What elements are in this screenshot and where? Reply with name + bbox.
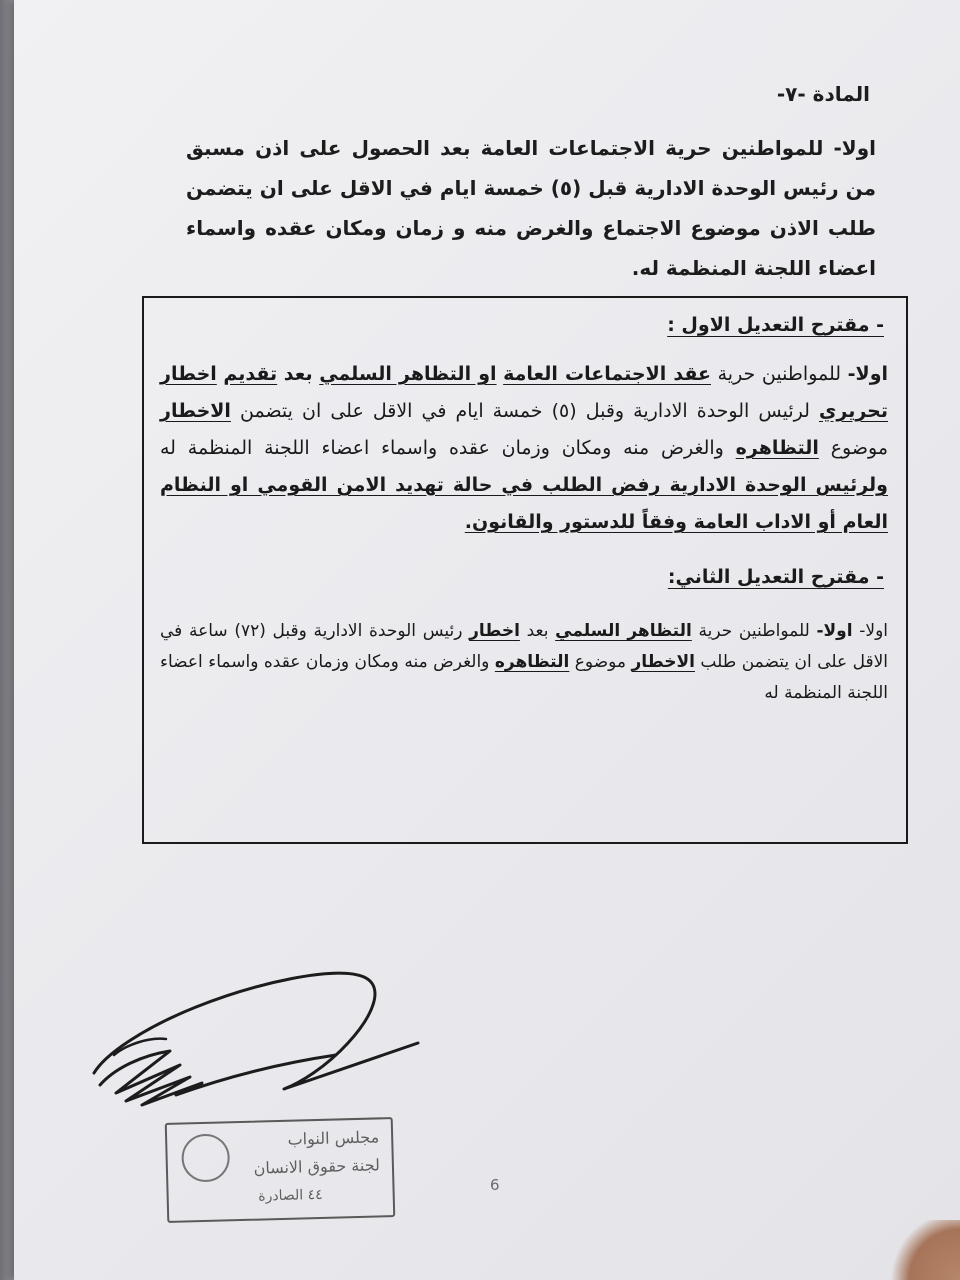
proposal-2-clause-number: اولا-: [859, 621, 889, 641]
article-heading: المادة -٧-: [776, 82, 870, 106]
proposal-1-emphasis-rejection-clause: ولرئيس الوحدة الادارية رفض الطلب في حالة تهديد الامن القومي او النظام العام أو الاداب العامة وفقاً للدستور والقانون.: [160, 474, 888, 533]
proposal-2-clause-number-bold: اولا-: [816, 621, 853, 641]
proposal-2-emphasis-notice: اخطار: [469, 621, 520, 641]
proposal-2-text-segment: بعد: [519, 621, 556, 641]
proposal-1-text-segment: لرئيس الوحدة الادارية وقبل (٥) خمسة ايام في الاقل على ان يتضمن: [230, 400, 819, 422]
article-paragraph: اولا- للمواطنين حرية الاجتماعات العامة بعد الحصول على اذن مسبق من رئيس الوحدة الادارية قبل (٥) خمسة ايام في الاقل على ان يتضمن طلب الاذن موضوع الاجتماع والغرض منه و زمان ومكان عقده واسماء اعضاء اللجنة المنظمة له.: [186, 136, 877, 280]
finger-in-photo: [890, 1220, 960, 1280]
proposal-2-emphasis-peaceful-demonstration: التظاهر السلمي: [555, 621, 692, 641]
official-stamp: [165, 1117, 396, 1223]
proposal-1-text-segment: للمواطنين حرية: [711, 363, 848, 385]
proposal-2-emphasis-demonstration: التظاهره: [494, 652, 570, 672]
proposal-1-text-segment: [277, 363, 284, 385]
proposal-1-emphasis-meetings: عقد الاجتماعات العامة: [503, 363, 712, 385]
stamp-seal-icon: [181, 1133, 230, 1182]
proposal-1-emphasis-peaceful-demonstration: او التظاهر السلمي: [319, 363, 497, 385]
document-page: [14, 0, 960, 1280]
proposal-2-emphasis-the-notice: الاخطار: [631, 652, 695, 672]
proposal-1-emphasis-notice: اخطار: [160, 363, 217, 385]
proposal-1-emphasis-written: تحريري: [818, 400, 888, 422]
page-number: 6: [490, 1176, 500, 1194]
proposal-2-heading: - مقترح التعديل الثاني:: [667, 566, 884, 588]
proposal-2-text-segment: موضوع: [569, 652, 632, 672]
proposal-1-heading: - مقترح التعديل الاول :: [667, 314, 884, 336]
proposal-2-text-segment: للمواطنين حرية: [691, 621, 817, 641]
handwritten-signature: [86, 955, 426, 1125]
proposal-1-emphasis-after: بعد: [283, 363, 313, 385]
proposal-2-text-segment: رئيس الوحدة الادارية وقبل (٧٢) ساعة في الاقل على ان يتضمن طلب: [160, 621, 889, 672]
proposal-1-emphasis-the-notice: الاخطار: [160, 400, 231, 422]
proposal-1-clause-number: اولا-: [847, 363, 889, 385]
proposal-1-emphasis-submitting: تقديم: [223, 363, 278, 385]
proposal-1-emphasis-demonstration: التظاهره: [735, 437, 819, 459]
proposal-1-text-segment: والغرض منه ومكان وزمان عقده واسماء اعضاء اللجنة المنظمة له: [160, 437, 736, 459]
proposal-1-text: [160, 356, 888, 541]
proposal-2-text-segment: والغرض منه ومكان وزمان عقده واسماء اعضاء اللجنة المنظمة له: [160, 652, 888, 703]
amendment-proposals-box: [142, 296, 908, 844]
stamp-line-committee: لجنة حقوق الانسان: [253, 1155, 381, 1178]
stamp-line-council: مجلس النواب: [287, 1127, 380, 1149]
stamp-line-number: ٤٤ الصادرة: [258, 1186, 323, 1205]
proposal-1-text-segment: موضوع: [818, 437, 888, 459]
proposal-2-text: [160, 616, 888, 709]
